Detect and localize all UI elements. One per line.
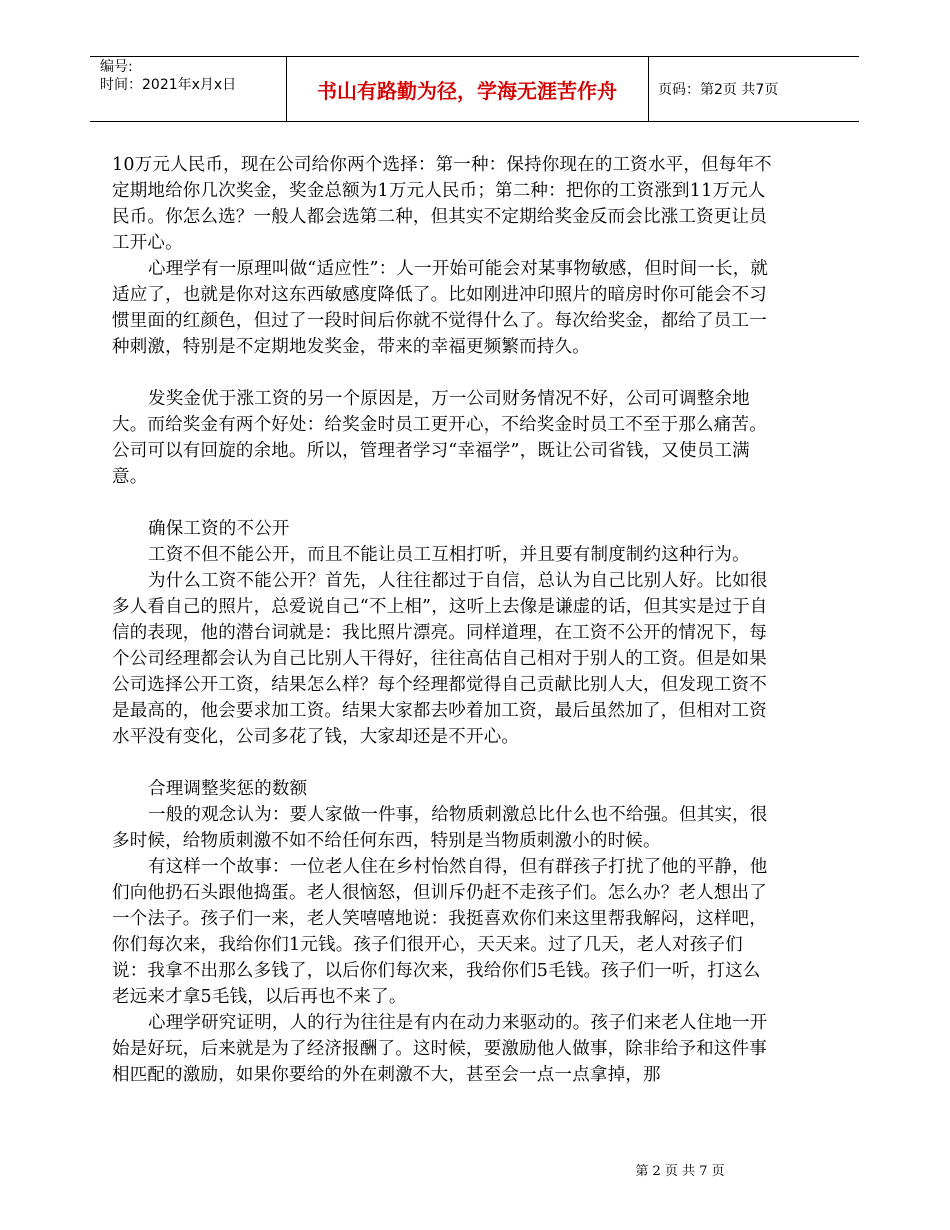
document-time-label: 时间：2021年x月x日 (100, 77, 237, 93)
paragraph: 发奖金优于涨工资的另一个原因是，万一公司财务情况不好，公司可调整余地大。而给奖金有两个好处：给奖金时员工更开心，不给奖金时员工不至于那么痛苦。公司可以有回旋的余地。所以，管理者学习“幸福学”，既让公司省钱，又使员工满意。 (112, 389, 767, 487)
paragraph: 心理学研究证明，人的行为往往是有内在动力来驱动的。孩子们来老人住地一开始是好玩，后来就是为了经济报酬了。这时候，要激励他人做事，除非给予和这件事相匹配的激励，如果你要给的外在刺激不大，甚至会一点一点拿掉，那 (112, 1013, 768, 1085)
paragraph: 为什么工资不能公开？首先，人往往都过于自信，总认为自己比别人好。比如很多人看自己的照片，总爱说自己“不上相”，这听上去像是谦虚的话，但其实是过于自信的表现，他的潜台词就是：我比照片漂亮。同样道理，在工资不公开的情况下，每个公司经理都会认为自己比别人干得好，往往高估自己相对于别人的工资。但是如果公司选择公开工资，结果怎么样？每个经理都觉得自己贡献比别人大，但发现工资不是最高的，他会要求加工资。结果大家都去吵着加工资，最后虽然加了，但相对工资水平没有变化，公司多花了钱，大家却还是不开心。 (112, 571, 768, 747)
paragraph-gap (112, 490, 772, 516)
page-footer: 第 2 页 共 7 页 (635, 1164, 725, 1179)
section-heading: 合理调整奖惩的数额 (148, 779, 308, 799)
paragraph: 一般的观念认为：要人家做一件事，给物质刺激总比什么也不给强。但其实，很多时候，给物质刺激不如不给任何东西，特别是当物质刺激小的时候。 (112, 805, 768, 851)
paragraph: 10万元人民币，现在公司给你两个选择：第一种：保持你现在的工资水平，但每年不定期地给你几次奖金，奖金总额为1万元人民币；第二种：把你的工资涨到11万元人民币。你怎么选？一般人都会选第二种，但其实不定期给奖金反而会比涨工资更让员工开心。 (112, 155, 772, 253)
paragraph: 心理学有一原理叫做“适应性”：人一开始可能会对某事物敏感，但时间一长，就适应了，也就是你对这东西敏感度降低了。比如刚进冲印照片的暗房时你可能会不习惯里面的红颜色，但过了一段时间后你就不觉得什么了。每次给奖金，都给了员工一种刺激，特别是不定期地发奖金，带来的幸福更频繁而持久。 (112, 259, 769, 357)
section-heading: 确保工资的不公开 (148, 519, 290, 539)
paragraph-gap (112, 750, 772, 776)
document-number-label: 编号: (100, 59, 133, 75)
header-bottom-rule (90, 121, 859, 122)
paragraph: 有这样一个故事：一位老人住在乡村怡然自得，但有群孩子打扰了他的平静，他们向他扔石头跟他捣蛋。老人很恼怒，但训斥仍赶不走孩子们。怎么办？老人想出了一个法子。孩子们一来，老人笑嘻嘻地说：我挺喜欢你们来这里帮我解闷，这样吧，你们每次来，我给你们1元钱。孩子们很开心，天天来。过了几天，老人对孩子们说：我拿不出那么多钱了，以后你们每次来，我给你们5毛钱。孩子们一听，打这么老远来才拿5毛钱，以后再也不来了。 (112, 857, 768, 1007)
paragraph-gap (112, 360, 772, 386)
header-motto: 书山有路勤为径，学海无涯苦作舟 (317, 78, 617, 103)
header-meta (100, 58, 280, 94)
header-divider-right (648, 56, 649, 122)
header-page-info: 页码：第2页 共7页 (658, 82, 779, 98)
document-body (112, 152, 772, 1088)
page-header (90, 56, 859, 122)
paragraph: 工资不但不能公开，而且不能让员工互相打听，并且要有制度制约这种行为。 (148, 545, 750, 565)
